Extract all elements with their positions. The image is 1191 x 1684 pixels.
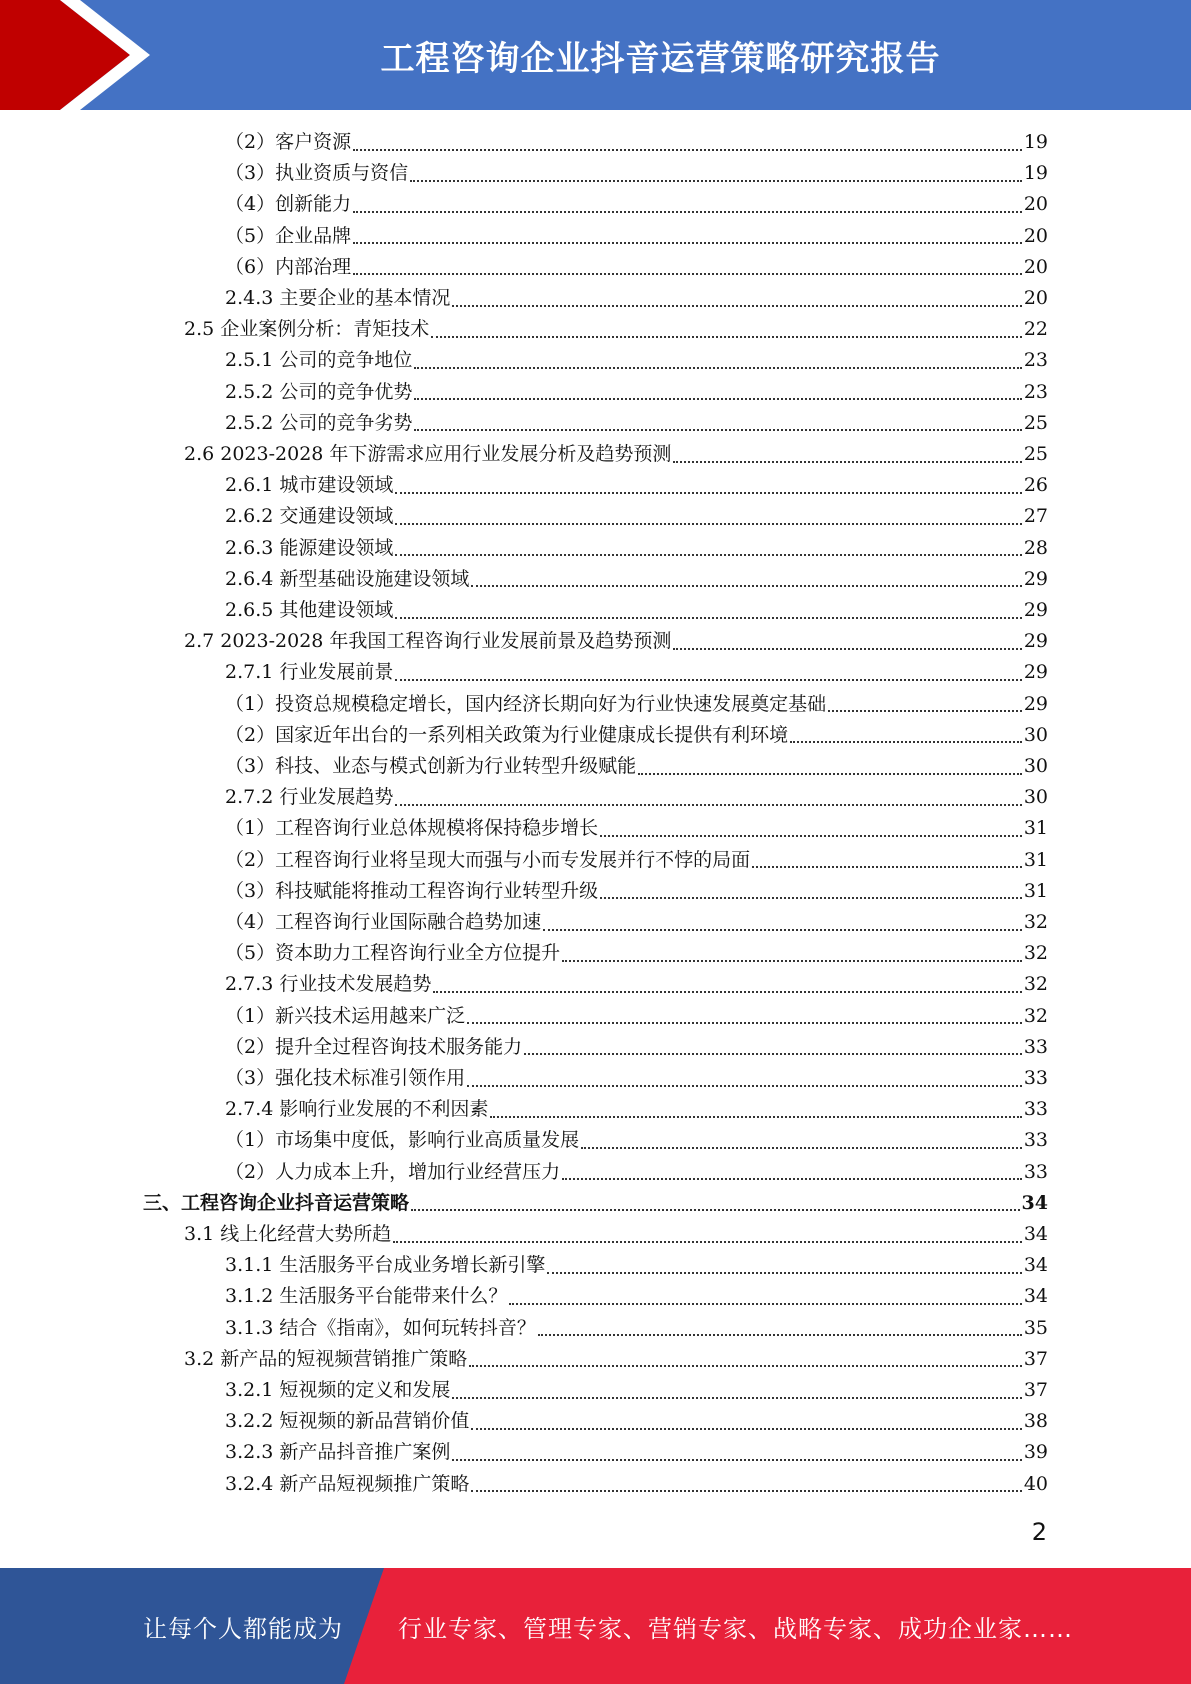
toc-entry-label: （1）市场集中度低，影响行业高质量发展 bbox=[225, 1129, 580, 1152]
footer-slogan-right: 行业专家、管理专家、营销专家、战略专家、成功企业家…… bbox=[398, 1614, 1073, 1643]
toc-dot-leader bbox=[673, 648, 1021, 650]
toc-dot-leader bbox=[547, 1272, 1021, 1274]
toc-entry-page: 30 bbox=[1023, 723, 1048, 746]
toc-dot-leader bbox=[452, 1459, 1021, 1461]
toc-dot-leader bbox=[467, 1085, 1022, 1087]
toc-entry-label: （1）工程咨询行业总体规模将保持稳步增长 bbox=[225, 817, 599, 840]
toc-entry-label: （3）执业资质与资信 bbox=[225, 162, 409, 185]
toc-entry[interactable] bbox=[225, 377, 1048, 408]
toc-entry-label: （6）内部治理 bbox=[225, 255, 352, 278]
toc-dot-leader bbox=[490, 1116, 1021, 1118]
toc-dot-leader bbox=[452, 305, 1021, 307]
page-header bbox=[0, 0, 1191, 110]
toc-entry-label: 2.5.2 公司的竞争劣势 bbox=[225, 411, 413, 434]
footer-slogan-left: 让每个人都能成为 bbox=[143, 1614, 343, 1643]
toc-entry-label: 3.2.4 新产品短视频推广策略 bbox=[225, 1472, 470, 1495]
toc-entry-page: 37 bbox=[1023, 1347, 1048, 1370]
toc-entry-label: 2.7.3 行业技术发展趋势 bbox=[225, 973, 432, 996]
toc-entry[interactable] bbox=[225, 1094, 1048, 1125]
toc-entry-page: 31 bbox=[1023, 848, 1048, 871]
toc-entry-label: 2.7.4 影响行业发展的不利因素 bbox=[225, 1098, 489, 1121]
toc-entry-label: （3）强化技术标准引领作用 bbox=[225, 1067, 466, 1089]
toc-dot-leader bbox=[353, 211, 1022, 213]
toc-entry[interactable] bbox=[225, 1437, 1048, 1468]
toc-entry-page: 23 bbox=[1023, 380, 1048, 403]
toc-entry[interactable] bbox=[225, 283, 1048, 314]
toc-entry[interactable] bbox=[225, 782, 1048, 813]
page-footer bbox=[0, 1568, 1191, 1684]
toc-dot-leader bbox=[600, 835, 1022, 837]
toc-entry-page: 34 bbox=[1023, 1254, 1048, 1277]
toc-entry[interactable] bbox=[184, 314, 1048, 345]
toc-dot-leader bbox=[673, 461, 1021, 463]
toc-entry-label: 3.1.3 结合《指南》，如何玩转抖音？ bbox=[225, 1316, 536, 1339]
toc-entry-page: 26 bbox=[1023, 474, 1048, 497]
toc-dot-leader bbox=[410, 180, 1022, 182]
toc-entry-page: 33 bbox=[1023, 1098, 1048, 1121]
toc-entry-page: 28 bbox=[1023, 536, 1048, 559]
toc-entry-page: 29 bbox=[1023, 692, 1048, 715]
toc-entry[interactable] bbox=[143, 1188, 1048, 1219]
toc-entry-label: 3.1.2 生活服务平台能带来什么？ bbox=[225, 1285, 508, 1308]
toc-entry[interactable] bbox=[184, 1344, 1048, 1375]
toc-entry-page: 33 bbox=[1023, 1035, 1048, 1058]
toc-entry[interactable] bbox=[225, 501, 1048, 532]
toc-entry[interactable] bbox=[225, 657, 1048, 688]
toc-entry[interactable] bbox=[225, 1406, 1048, 1437]
toc-entry[interactable] bbox=[225, 470, 1048, 501]
toc-entry[interactable] bbox=[225, 1375, 1048, 1406]
toc-dot-leader bbox=[471, 1428, 1021, 1430]
toc-entry-page: 23 bbox=[1023, 349, 1048, 372]
toc-entry[interactable] bbox=[225, 408, 1048, 439]
toc-entry-page: 29 bbox=[1023, 599, 1048, 621]
toc-entry-page: 35 bbox=[1023, 1316, 1048, 1339]
toc-entry-label: （2）人力成本上升，增加行业经营压力 bbox=[225, 1160, 561, 1183]
toc-entry[interactable] bbox=[225, 127, 1048, 158]
toc-entry[interactable] bbox=[225, 189, 1048, 220]
toc-entry-label: 3.2 新产品的短视频营销推广策略 bbox=[184, 1347, 468, 1370]
toc-entry-label: 2.7.2 行业发展趋势 bbox=[225, 786, 394, 809]
toc-entry-page: 33 bbox=[1023, 1160, 1048, 1183]
toc-dot-leader bbox=[393, 1241, 1022, 1243]
toc-entry-label: （4）创新能力 bbox=[225, 193, 352, 216]
toc-entry[interactable] bbox=[225, 1313, 1048, 1344]
toc-entry[interactable] bbox=[225, 813, 1048, 844]
toc-entry[interactable] bbox=[225, 1469, 1048, 1500]
toc-entry[interactable] bbox=[225, 1063, 1048, 1094]
toc-entry[interactable] bbox=[225, 533, 1048, 564]
toc-entry[interactable] bbox=[225, 221, 1048, 252]
toc-entry[interactable] bbox=[184, 1219, 1048, 1250]
toc-dot-leader bbox=[467, 1022, 1022, 1024]
toc-entry-label: 2.6.3 能源建设领域 bbox=[225, 536, 394, 559]
toc-dot-leader bbox=[395, 523, 1021, 525]
toc-dot-leader bbox=[353, 149, 1022, 151]
toc-entry-page: 34 bbox=[1021, 1191, 1048, 1214]
toc-entry-label: 3.1 线上化经营大势所趋 bbox=[184, 1223, 392, 1245]
toc-entry[interactable] bbox=[225, 751, 1048, 782]
toc-entry-label: 2.6.4 新型基础设施建设领域 bbox=[225, 567, 470, 590]
toc-dot-leader bbox=[414, 367, 1021, 369]
toc-dot-leader bbox=[509, 1303, 1021, 1305]
toc-entry-page: 33 bbox=[1023, 1129, 1048, 1152]
toc-entry-page: 30 bbox=[1023, 755, 1048, 777]
toc-entry[interactable] bbox=[225, 720, 1048, 751]
toc-dot-leader bbox=[395, 492, 1021, 494]
toc-entry[interactable] bbox=[225, 595, 1048, 626]
toc-entry-page: 29 bbox=[1023, 567, 1048, 590]
toc-entry-page: 37 bbox=[1023, 1379, 1048, 1401]
toc-entry-label: （3）科技、业态与模式创新为行业转型升级赋能 bbox=[225, 755, 637, 777]
toc-dot-leader bbox=[469, 1365, 1022, 1367]
toc-entry-page: 38 bbox=[1023, 1410, 1048, 1433]
toc-entry[interactable] bbox=[225, 1157, 1048, 1188]
toc-entry-label: （1）新兴技术运用越来广泛 bbox=[225, 1004, 466, 1027]
toc-entry-label: 2.5.1 公司的竞争地位 bbox=[225, 349, 413, 372]
toc-entry-page: 22 bbox=[1023, 318, 1048, 341]
toc-entry-page: 39 bbox=[1023, 1441, 1048, 1464]
toc-entry[interactable] bbox=[225, 1125, 1048, 1156]
toc-dot-leader bbox=[538, 1334, 1022, 1336]
toc-entry[interactable] bbox=[225, 1001, 1048, 1032]
toc-entry[interactable] bbox=[225, 158, 1048, 189]
toc-entry-label: （4）工程咨询行业国际融合趋势加速 bbox=[225, 911, 542, 933]
toc-entry-label: （1）投资总规模稳定增长，国内经济长期向好为行业快速发展奠定基础 bbox=[225, 692, 827, 715]
toc-entry-page: 34 bbox=[1023, 1285, 1048, 1308]
toc-entry-label: （5）企业品牌 bbox=[225, 224, 352, 247]
toc-entry-page: 27 bbox=[1023, 505, 1048, 528]
toc-entry[interactable] bbox=[225, 845, 1048, 876]
toc-entry-page: 31 bbox=[1023, 817, 1048, 840]
toc-entry-label: （5）资本助力工程咨询行业全方位提升 bbox=[225, 942, 561, 965]
toc-entry-page: 33 bbox=[1023, 1067, 1048, 1089]
toc-dot-leader bbox=[433, 991, 1021, 993]
toc-entry-page: 32 bbox=[1023, 1004, 1048, 1027]
toc-entry[interactable] bbox=[225, 252, 1048, 283]
toc-entry[interactable] bbox=[225, 564, 1048, 595]
toc-dot-leader bbox=[562, 960, 1022, 962]
toc-entry[interactable] bbox=[225, 345, 1048, 376]
toc-entry-label: 2.4.3 主要企业的基本情况 bbox=[225, 287, 451, 309]
toc-entry-label: 2.7.1 行业发展前景 bbox=[225, 661, 394, 684]
toc-dot-leader bbox=[395, 554, 1021, 556]
toc-dot-leader bbox=[600, 897, 1022, 899]
toc-entry-page: 29 bbox=[1023, 661, 1048, 684]
toc-dot-leader bbox=[752, 866, 1022, 868]
toc-entry-label: 3.2.2 短视频的新品营销价值 bbox=[225, 1410, 470, 1433]
toc-entry-page: 20 bbox=[1023, 255, 1048, 278]
toc-dot-leader bbox=[411, 1209, 1020, 1211]
toc-dot-leader bbox=[353, 273, 1022, 275]
toc-entry-label: 2.7 2023-2028 年我国工程咨询行业发展前景及趋势预测 bbox=[184, 630, 672, 653]
toc-entry-label: （3）科技赋能将推动工程咨询行业转型升级 bbox=[225, 879, 599, 902]
toc-entry-label: 三、工程咨询企业抖音运营策略 bbox=[143, 1191, 410, 1214]
toc-entry-label: 2.6.5 其他建设领域 bbox=[225, 599, 394, 621]
toc-dot-leader bbox=[471, 1490, 1021, 1492]
toc-entry[interactable] bbox=[225, 1250, 1048, 1281]
toc-entry[interactable] bbox=[225, 969, 1048, 1000]
toc-entry-page: 19 bbox=[1023, 162, 1048, 185]
toc-entry-label: 3.1.1 生活服务平台成业务增长新引擎 bbox=[225, 1254, 546, 1277]
toc-entry-label: 3.2.1 短视频的定义和发展 bbox=[225, 1379, 451, 1401]
toc-entry-label: （2）国家近年出台的一系列相关政策为行业健康成长提供有利环境 bbox=[225, 723, 789, 746]
toc-entry-label: （2）客户资源 bbox=[225, 131, 352, 153]
toc-entry[interactable] bbox=[225, 938, 1048, 969]
toc-dot-leader bbox=[353, 242, 1022, 244]
toc-dot-leader bbox=[581, 1147, 1022, 1149]
toc-entry[interactable] bbox=[225, 1281, 1048, 1312]
toc-dot-leader bbox=[414, 398, 1021, 400]
toc-dot-leader bbox=[638, 773, 1022, 775]
toc-entry-page: 20 bbox=[1023, 193, 1048, 216]
toc-entry[interactable] bbox=[184, 626, 1048, 657]
toc-dot-leader bbox=[524, 1053, 1022, 1055]
toc-dot-leader bbox=[543, 929, 1022, 931]
toc-entry-page: 19 bbox=[1023, 131, 1048, 153]
toc-dot-leader bbox=[395, 679, 1021, 681]
toc-dot-leader bbox=[471, 585, 1021, 587]
toc-entry[interactable] bbox=[225, 876, 1048, 907]
toc-entry-page: 40 bbox=[1023, 1472, 1048, 1495]
page-number: 2 bbox=[1031, 1518, 1047, 1546]
toc-entry-page: 29 bbox=[1023, 630, 1048, 653]
toc-dot-leader bbox=[395, 617, 1021, 619]
toc-entry-page: 32 bbox=[1023, 973, 1048, 996]
toc-entry[interactable] bbox=[225, 907, 1048, 938]
toc-entry-label: 2.5 企业案例分析：青矩技术 bbox=[184, 318, 430, 341]
toc-entry-page: 30 bbox=[1023, 786, 1048, 809]
toc-entry[interactable] bbox=[225, 1032, 1048, 1063]
toc-entry-page: 32 bbox=[1023, 942, 1048, 965]
toc-entry-label: 3.2.3 新产品抖音推广案例 bbox=[225, 1441, 451, 1464]
toc-entry-page: 20 bbox=[1023, 287, 1048, 309]
toc-entry-page: 20 bbox=[1023, 224, 1048, 247]
toc-entry-page: 31 bbox=[1023, 879, 1048, 902]
toc-entry-label: 2.6 2023-2028 年下游需求应用行业发展分析及趋势预测 bbox=[184, 443, 672, 465]
report-title: 工程咨询企业抖音运营策略研究报告 bbox=[380, 38, 941, 79]
toc-dot-leader bbox=[431, 336, 1022, 338]
toc-entry[interactable] bbox=[184, 439, 1048, 470]
toc-entry-page: 25 bbox=[1023, 443, 1048, 465]
toc-dot-leader bbox=[395, 804, 1021, 806]
toc-dot-leader bbox=[414, 429, 1021, 431]
toc-entry-page: 34 bbox=[1023, 1223, 1048, 1245]
toc-entry-label: 2.6.1 城市建设领域 bbox=[225, 474, 394, 497]
toc-dot-leader bbox=[452, 1397, 1021, 1399]
toc-dot-leader bbox=[790, 741, 1022, 743]
toc-entry-label: （2）工程咨询行业将呈现大而强与小而专发展并行不悖的局面 bbox=[225, 848, 751, 871]
toc-entry[interactable] bbox=[225, 689, 1048, 720]
toc-entry-page: 25 bbox=[1023, 411, 1048, 434]
header-arrow-decoration bbox=[0, 0, 200, 110]
toc-dot-leader bbox=[562, 1178, 1022, 1180]
toc-entry-label: 2.5.2 公司的竞争优势 bbox=[225, 380, 413, 403]
toc-entry-label: 2.6.2 交通建设领域 bbox=[225, 505, 394, 528]
toc-entry-label: （2）提升全过程咨询技术服务能力 bbox=[225, 1035, 523, 1058]
toc-dot-leader bbox=[828, 710, 1022, 712]
toc-entry-page: 32 bbox=[1023, 911, 1048, 933]
